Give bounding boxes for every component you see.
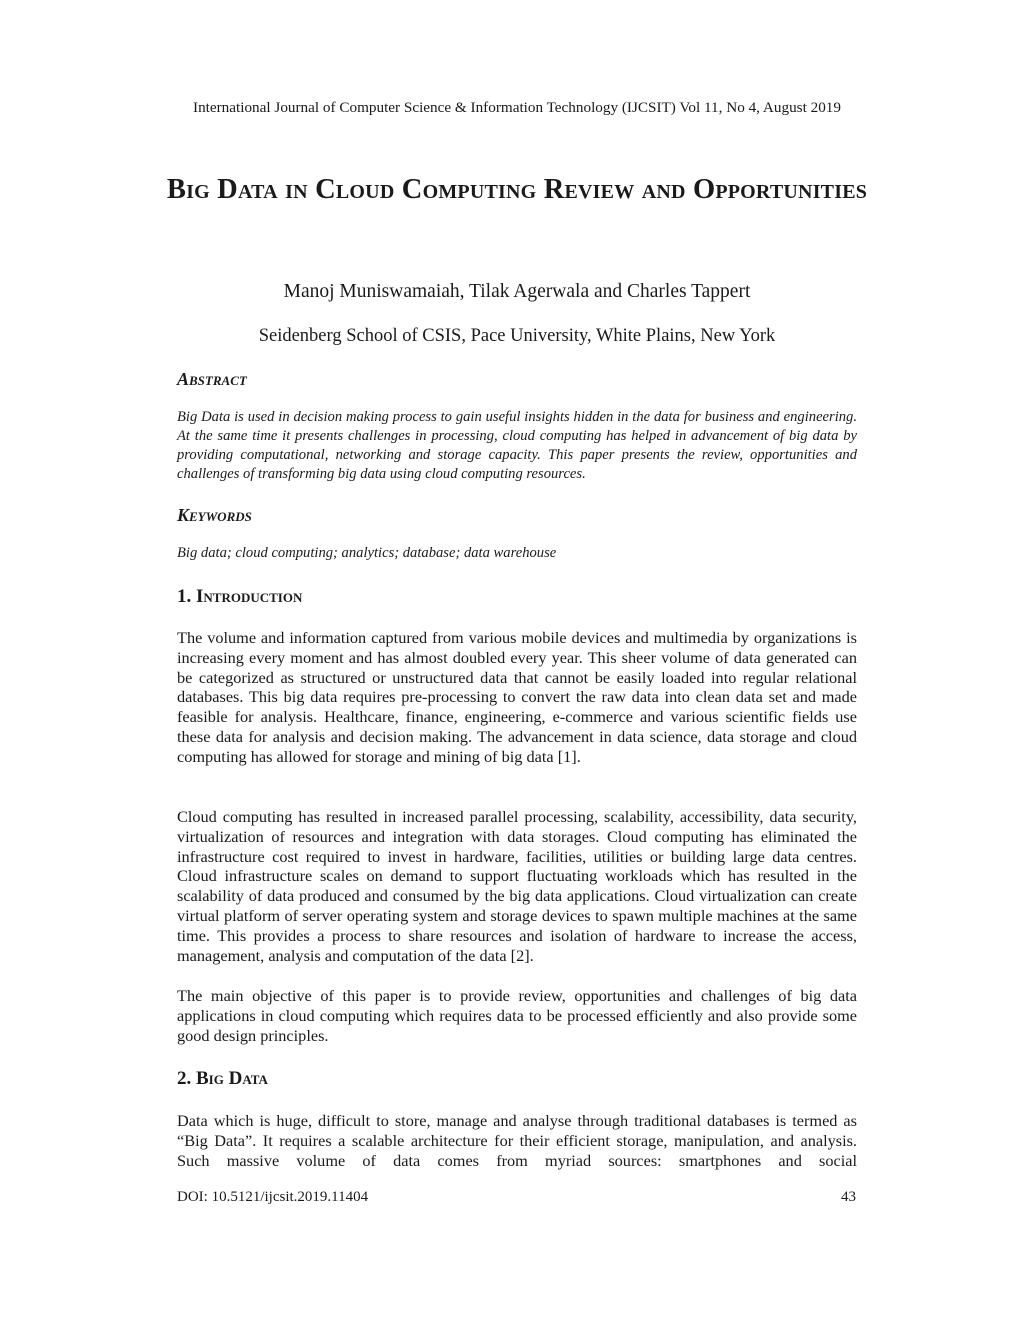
abstract-heading: Abstract	[177, 369, 247, 389]
paper-affiliation: Seidenberg School of CSIS, Pace University, White Plains, New York	[258, 326, 776, 346]
keywords-heading: Keywords	[177, 505, 252, 525]
paper-authors: Manoj Muniswamaiah, Tilak Agerwala and Charles Tappert	[283, 281, 751, 302]
big-data-heading: 2. Big Data	[177, 1068, 268, 1089]
page-number: 43	[841, 1189, 856, 1205]
intro-paragraph-1: The volume and information captured from various mobile devices and multimedia by organizations is increasing every moment and has almost doubled every year. This sheer volume of data generated can be categorized as structured or unstructured data that cannot be easily loaded into regular relational databases. This big data requires pre-processing to convert the raw data into clean data set and made feasible for analysis. Healthcare, finance, engineering, e-commerce and various scientific fields use these data for analysis and decision making. The advancement in data science, data storage and cloud computing has allowed for storage and mining of big data [1].	[177, 628, 857, 766]
intro-paragraph-3: The main objective of this paper is to provide review, opportunities and challenges of big data applications in cloud computing which requires data to be processed efficiently and also provide some good design principles.	[177, 986, 857, 1045]
introduction-heading: 1. Introduction	[177, 586, 303, 607]
keywords-text: Big data; cloud computing; analytics; database; data warehouse	[177, 545, 557, 561]
paper-title: Big Data in Cloud Computing Review and Opportunities	[166, 174, 868, 205]
intro-paragraph-2: Cloud computing has resulted in increased parallel processing, scalability, accessibility, data security, virtualization of resources and integration with data storages. Cloud computing has eliminated the infrastructure cost required to invest in hardware, facilities, utilities or building large data centres. Cloud infrastructure scales on demand to support fluctuating workloads which has resulted in the scalability of data produced and consumed by the big data applications. Cloud virtualization can create virtual platform of server operating system and storage devices to spawn multiple machines at the same time. This provides a process to share resources and isolation of hardware to increase the access, management, analysis and computation of the data [2].	[177, 807, 857, 965]
footer-doi: DOI: 10.5121/ijcsit.2019.11404	[177, 1189, 369, 1205]
big-data-paragraph-1: Data which is huge, difficult to store, manage and analyse through traditional databases is termed as “Big Data”. It requires a scalable architecture for their efficient storage, manipulation, and analysis. Such massive volume of data comes from myriad sources: smartphones and social	[177, 1111, 857, 1170]
running-header: International Journal of Computer Science & Information Technology (IJCSIT) Vol 11, No 4, August 2019	[193, 99, 841, 116]
abstract-text: Big Data is used in decision making process to gain useful insights hidden in the data for business and engineering. At the same time it presents challenges in processing, cloud computing has helped in advancement of big data by providing computational, networking and storage capacity. This paper presents the review, opportunities and challenges of transforming big data using cloud computing resources.	[177, 409, 857, 482]
